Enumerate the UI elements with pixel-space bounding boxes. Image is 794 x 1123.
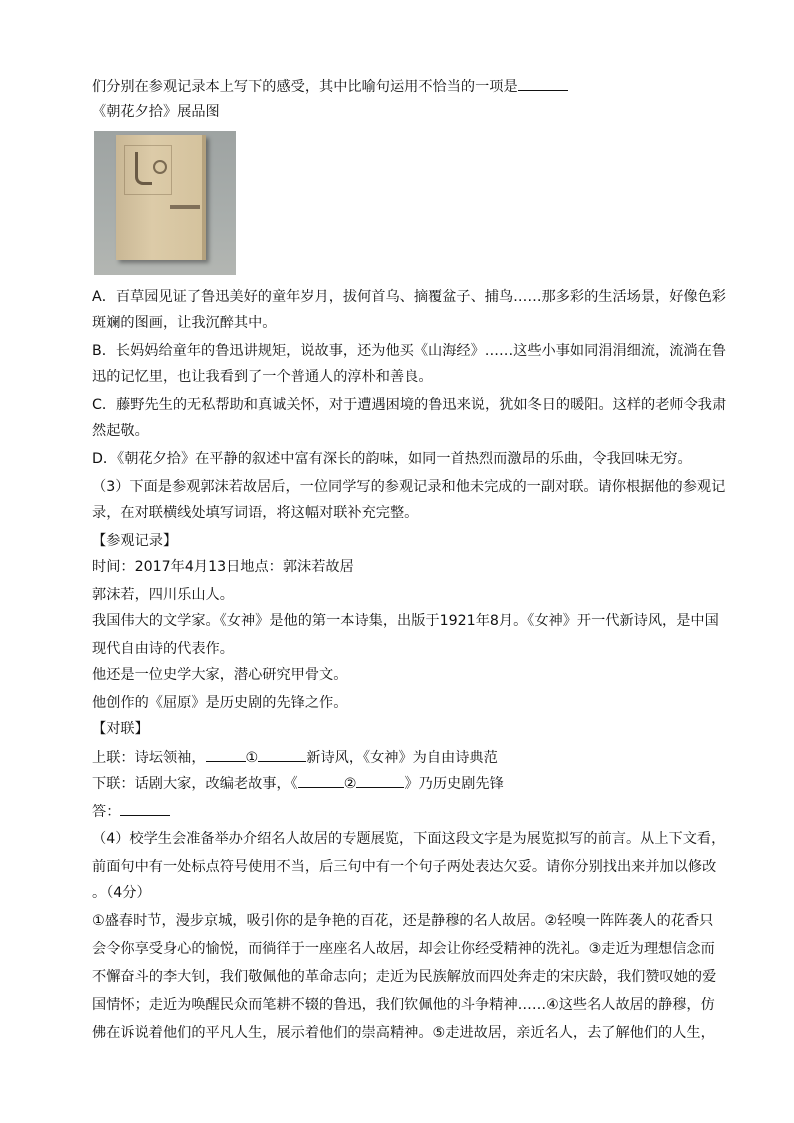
passage-line: 国情怀；走近为唤醒民众而笔耕不辍的鲁迅，我们钦佩他的斗争精神……④这些名人故居的静穆，仿 [92, 997, 715, 1013]
option-c-line1: C．藤野先生的无私帮助和真诚关怀，对于遭遇困境的鲁迅来说，犹如冬日的暖阳。这样的老师令我肃 [92, 397, 727, 413]
question-3-line2: 录，在对联横线处填写词语，将这幅对联补充完整。 [92, 505, 419, 521]
question-line [92, 76, 722, 97]
record-line: 他还是一位史学大家，潜心研究甲骨文。 [92, 667, 348, 683]
option-a-line2: 斑斓的图画，让我沉醉其中。 [92, 315, 277, 331]
record-heading: 【参观记录】 [92, 533, 178, 549]
question-3-line1: （3）下面是参观郭沫若故居后，一位同学写的参观记录和他未完成的一副对联。请你根据他的参观记 [92, 479, 726, 495]
passage-line: 会令你享受身心的愉悦，而徜徉于一座座名人故居，却会让你经受精神的洗礼。③走近为理想信念而 [92, 941, 715, 957]
question-4-line3: 。（4分） [92, 885, 151, 901]
cover-illustration [124, 145, 172, 195]
option-b-line2: 迅的记忆里，也让我看到了一个普通人的淳朴和善良。 [92, 369, 433, 385]
couplet-heading: 【对联】 [92, 721, 149, 737]
option-d-line: D．《朝花夕拾》在平静的叙述中富有深长的韵味，如同一首热烈而激昂的乐曲，令我回味无穷。 [92, 451, 692, 467]
exhibit-photo [94, 131, 236, 275]
exhibit-caption: 《朝花夕拾》展品图 [92, 104, 220, 120]
upper-couplet: 上联：诗坛领袖， ① 新诗风，《女神》为自由诗典范 [92, 747, 722, 768]
answer-line: 答： [92, 801, 722, 822]
record-line: 郭沫若，四川乐山人。 [92, 587, 234, 603]
question-4-line1: （4）校学生会准备举办介绍名人故居的专题展览，下面这段文字是为展览拟写的前言。从上下文看， [92, 831, 726, 847]
question-4-line2: 前面句中有一处标点符号使用不当，后三句中有一个句子两处表达欠妥。请你分别找出来并加以修改 [92, 859, 717, 875]
blank-1a [206, 747, 246, 762]
cover-title-mark [170, 205, 200, 209]
blank-marker-1: ① [245, 750, 259, 766]
book-cover-image [116, 135, 206, 260]
book-spine-edge [202, 135, 206, 260]
option-c-line2: 然起敬。 [92, 423, 149, 439]
passage-line: 不懈奋斗的李大钊，我们敬佩他的革命志向；走近为民族解放而四处奔走的宋庆龄，我们赞叹她的爱 [92, 969, 717, 985]
record-line: 我国伟大的文学家。《女神》是他的第一本诗集，出版于1921年8月。《女神》开一代新诗风，是中国 [92, 613, 719, 629]
option-b-line1: B．长妈妈给童年的鲁迅讲规矩，说故事，还为他买《山海经》……这些小事如同涓涓细流，流淌在鲁 [92, 343, 726, 359]
passage-line: 佛在诉说着他们的平凡人生，展示着他们的崇高精神。⑤走进故居，亲近名人，去了解他们的人生， [92, 1025, 715, 1041]
question-text: 们分别在参观记录本上写下的感受，其中比喻句运用不恰当的一项是 [92, 79, 518, 95]
answer-blank [518, 76, 568, 91]
answer-blank [120, 801, 170, 816]
record-line: 现代自由诗的代表作。 [92, 641, 234, 657]
lower-couplet: 下联：话剧大家，改编老故事，《 ② 》乃历史剧先锋 [92, 773, 722, 794]
blank-marker-2: ② [343, 776, 357, 792]
record-time-place: 时间：2017年4月13日地点：郭沫若故居 [92, 559, 354, 575]
blank-2a [298, 773, 344, 788]
passage-line: ①盛春时节，漫步京城，吸引你的是争艳的百花，还是静穆的名人故居。②轻嗅一阵阵袭人的花香只 [92, 913, 714, 929]
blank-1b [258, 747, 306, 762]
blank-2b [356, 773, 404, 788]
record-line: 他创作的《屈原》是历史剧的先锋之作。 [92, 695, 348, 711]
option-a-line1: A．百草园见证了鲁迅美好的童年岁月，拔何首乌、摘覆盆子、捕鸟……那多彩的生活场景，好像色彩 [92, 289, 726, 305]
